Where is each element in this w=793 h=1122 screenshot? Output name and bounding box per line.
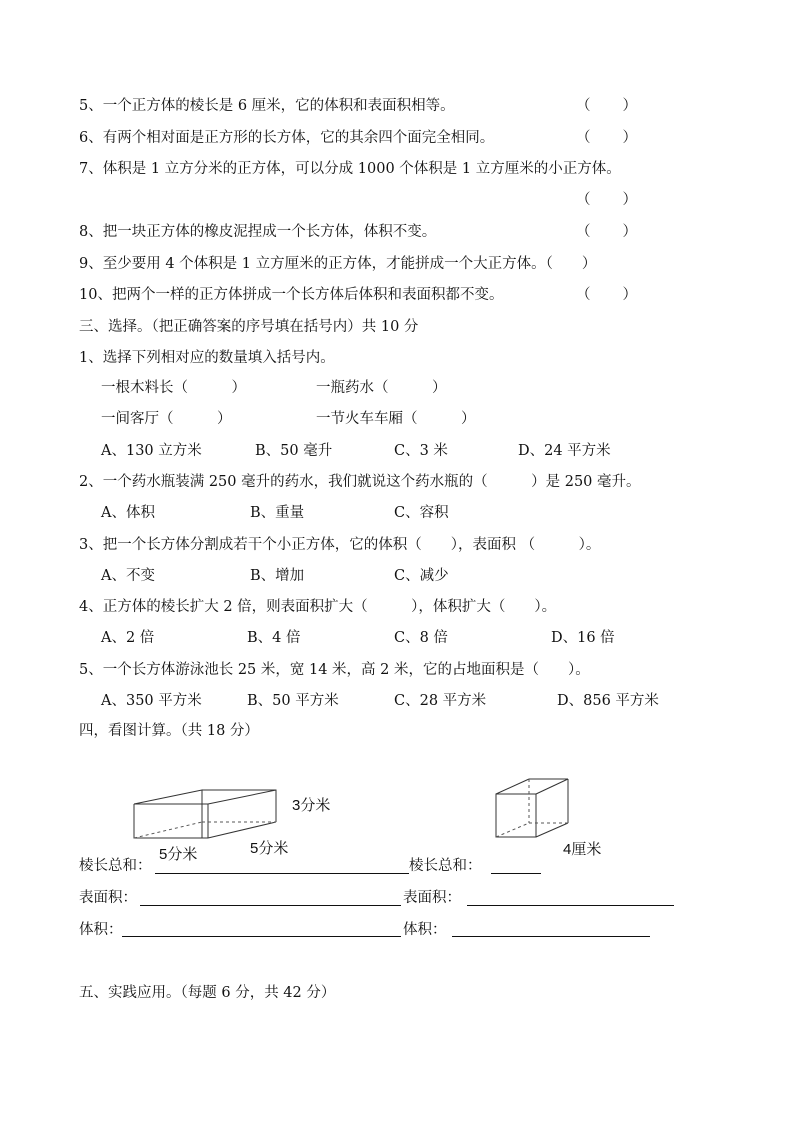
judgement-item-6: 6、有两个相对面是正方形的长方体，它的其余四个面完全相同。 xyxy=(79,130,495,146)
answer-paren-8[interactable]: （ ） xyxy=(576,224,638,240)
judgement-item-9: 9、至少要用 4 个体积是 1 立方厘米的正方体，才能拼成一个大正方体。（ ） xyxy=(79,256,597,272)
choice-q2-stem: 2、一个药水瓶装满 250 毫升的药水，我们就说这个药水瓶的（ ）是 250 毫升。 xyxy=(79,474,641,490)
choice-q2-option-a: A、体积 xyxy=(101,505,155,521)
choice-q2-option-b: B、重量 xyxy=(250,505,305,521)
choice-q4-stem: 4、正方体的棱长扩大 2 倍，则表面积扩大（ ），体积扩大（ ）。 xyxy=(79,599,557,615)
choice-q1-blank-traincar[interactable]: 一节火车车厢（ ） xyxy=(316,411,476,427)
choice-q1-option-b: B、50 毫升 xyxy=(255,443,333,459)
left-surface-blank[interactable] xyxy=(140,905,401,906)
choice-q5-stem: 5、一个长方体游泳池长 25 米，宽 14 米，高 2 米，它的占地面积是（ ）。 xyxy=(79,662,590,678)
right-surface-blank[interactable] xyxy=(467,905,674,906)
choice-q2-option-c: C、容积 xyxy=(394,505,449,521)
section-heading-calc: 四，看图计算。（共 18 分） xyxy=(79,723,259,739)
section-heading-choice: 三、选择。（把正确答案的序号填在括号内）共 10 分 xyxy=(79,319,419,335)
cuboid-height-label: 3分米 xyxy=(292,797,331,814)
choice-q5-option-a: A、350 平方米 xyxy=(101,693,202,709)
answer-paren-10[interactable]: （ ） xyxy=(576,287,638,303)
left-volume-label: 体积： xyxy=(79,922,123,938)
choice-q3-option-c: C、减少 xyxy=(394,568,449,584)
answer-paren-5[interactable]: （ ） xyxy=(576,98,638,114)
right-volume-blank[interactable] xyxy=(452,936,650,937)
choice-q3-option-b: B、增加 xyxy=(250,568,305,584)
right-surface-label: 表面积： xyxy=(403,890,461,906)
cube-edge-label: 4厘米 xyxy=(563,841,602,858)
left-volume-blank[interactable] xyxy=(122,936,401,937)
choice-q5-option-d: D、856 平方米 xyxy=(557,693,659,709)
choice-q4-option-a: A、2 倍 xyxy=(101,630,155,646)
choice-q1-blank-livingroom[interactable]: 一间客厅（ ） xyxy=(101,411,232,427)
cuboid-width-label: 5分米 xyxy=(159,846,198,863)
left-edge-sum-blank[interactable] xyxy=(155,873,409,874)
choice-q1-blank-wood[interactable]: 一根木料长（ ） xyxy=(101,380,246,396)
choice-q1-option-a: A、130 立方米 xyxy=(101,443,202,459)
choice-q5-option-c: C、28 平方米 xyxy=(394,693,487,709)
left-edge-sum-label: 棱长总和： xyxy=(79,858,152,874)
right-edge-sum-blank[interactable] xyxy=(491,873,541,874)
right-volume-label: 体积： xyxy=(403,922,447,938)
answer-paren-6[interactable]: （ ） xyxy=(576,130,638,146)
choice-q1-option-c: C、3 米 xyxy=(394,443,448,459)
choice-q4-option-b: B、4 倍 xyxy=(247,630,301,646)
judgement-item-7: 7、体积是 1 立方分米的正方体，可以分成 1000 个体积是 1 立方厘米的小正方体。 xyxy=(79,161,621,177)
judgement-item-10: 10、把两个一样的正方体拼成一个长方体后体积和表面积都不变。 xyxy=(79,287,504,303)
choice-q4-option-d: D、16 倍 xyxy=(551,630,615,646)
choice-q4-option-c: C、8 倍 xyxy=(394,630,448,646)
choice-q3-stem: 3、把一个长方体分割成若干个小正方体，它的体积（ ），表面积 （ ）。 xyxy=(79,537,601,553)
answer-paren-7[interactable]: （ ） xyxy=(576,192,638,208)
choice-q1-blank-medicine[interactable]: 一瓶药水（ ） xyxy=(316,380,447,396)
left-surface-label: 表面积： xyxy=(79,890,137,906)
choice-q5-option-b: B、50 平方米 xyxy=(247,693,339,709)
section-heading-practice: 五、实践应用。（每题 6 分，共 42 分） xyxy=(79,985,336,1001)
judgement-item-8: 8、把一块正方体的橡皮泥捏成一个长方体，体积不变。 xyxy=(79,224,437,240)
judgement-item-5: 5、一个正方体的棱长是 6 厘米，它的体积和表面积相等。 xyxy=(79,98,455,114)
cuboid-length-label: 5分米 xyxy=(250,840,289,857)
choice-q1-stem: 1、选择下列相对应的数量填入括号内。 xyxy=(79,350,335,366)
right-edge-sum-label: 棱长总和： xyxy=(409,858,482,874)
choice-q1-option-d: D、24 平方米 xyxy=(518,443,611,459)
choice-q3-option-a: A、不变 xyxy=(101,568,155,584)
